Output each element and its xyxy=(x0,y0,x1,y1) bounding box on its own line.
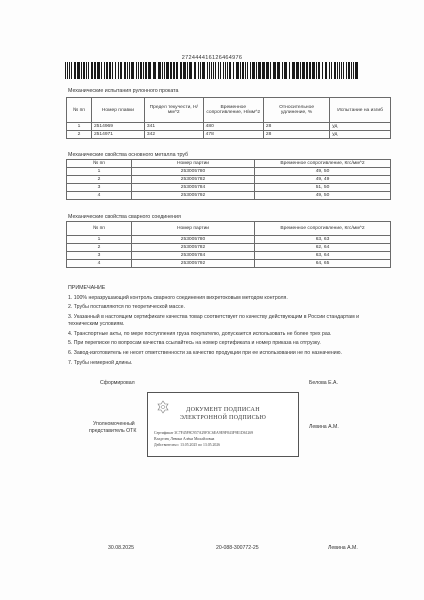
note-item: 1. 100% неразрушающий контроль сварного соединения вихретоковым методом контроля. xyxy=(68,294,288,301)
otk-label-line1: Уполномоченный xyxy=(93,421,135,427)
barcode-bar xyxy=(306,62,308,79)
barcode-bar xyxy=(322,62,323,79)
column-header: Испытание на изгиб xyxy=(330,98,391,123)
table-cell: уд xyxy=(330,131,391,139)
barcode-bar xyxy=(256,62,257,79)
table-row xyxy=(67,123,391,131)
note-item: 4. Транспортные акты, по мере поступления груза покупателю, допускается использовать не более трех раз. xyxy=(68,330,332,337)
table-cell: 1 xyxy=(67,123,92,131)
barcode-bar xyxy=(258,62,261,79)
notes-heading: ПРИМЕЧАНИЕ xyxy=(68,285,106,291)
table-cell: 28 xyxy=(263,131,329,139)
barcode-bar xyxy=(67,62,68,79)
table-cell: 341 xyxy=(144,123,203,131)
barcode-bar xyxy=(112,62,113,79)
barcode-bar xyxy=(236,62,239,79)
column-header: № пп xyxy=(67,160,132,168)
barcode-bar xyxy=(227,62,228,79)
table-cell: 3 xyxy=(67,184,132,192)
barcode-bar xyxy=(218,62,219,79)
barcode-bar xyxy=(88,62,89,79)
barcode-bar xyxy=(220,62,221,79)
barcode-bar xyxy=(158,62,161,79)
barcode-bar xyxy=(140,62,142,79)
table-row xyxy=(67,236,391,244)
table-cell: 2514969 xyxy=(91,123,144,131)
barcode-bar xyxy=(194,62,196,79)
barcode-bar xyxy=(289,62,290,79)
barcode-bar xyxy=(337,62,338,79)
table-header-row xyxy=(67,222,391,236)
barcode-bar xyxy=(215,62,216,79)
barcode-bar xyxy=(329,62,330,79)
barcode-bar xyxy=(213,62,214,79)
table-cell: 3 xyxy=(67,252,132,260)
barcode-bar xyxy=(229,62,231,79)
formed-by-name: Белова Е.А. xyxy=(309,380,338,386)
table-cell: 253005784 xyxy=(132,184,255,192)
barcode-bar xyxy=(331,62,332,79)
barcode-bar xyxy=(211,62,212,79)
weld-title: Механические свойства сварного соединения xyxy=(68,214,181,220)
table-cell: 1 xyxy=(67,236,132,244)
barcode-bar xyxy=(145,62,147,79)
stamp-title-line1: ДОКУМЕНТ ПОДПИСАН xyxy=(186,407,260,413)
barcode-bar xyxy=(316,62,317,79)
table-row xyxy=(67,168,391,176)
barcode-bar xyxy=(138,62,139,79)
table-cell: 2 xyxy=(67,244,132,252)
table-cell: 2514971 xyxy=(91,131,144,139)
table-cell: 51, 50 xyxy=(255,184,391,192)
barcode-bar xyxy=(131,62,134,79)
mechanical-tests-table xyxy=(66,97,391,139)
barcode-bar xyxy=(69,62,70,79)
note-item: 5. При переписке по вопросам качества ссылайтесь на номер сертификата и номер приказа на отгрузку. xyxy=(68,340,321,347)
table-cell: 4 xyxy=(67,192,132,200)
barcode-bar xyxy=(109,62,111,79)
barcode-bar xyxy=(266,62,269,79)
column-header: Временное сопротивление, Кгс/мм^2 xyxy=(255,222,391,236)
stamp-validity: Действителен с 13.05.2025 по 13.05.2026 xyxy=(154,443,221,447)
barcode-bar xyxy=(198,62,199,79)
barcode-bar xyxy=(173,62,175,79)
barcode-bar xyxy=(339,62,340,79)
barcode-bar xyxy=(346,62,347,79)
barcode-bar xyxy=(115,62,116,79)
footer-order-number: 20-088-300772-25 xyxy=(216,545,259,551)
barcode-bar xyxy=(129,62,130,79)
table-cell: 63, 64 xyxy=(255,252,391,260)
barcode-bar xyxy=(153,62,156,79)
column-header: Относительное удлинение, % xyxy=(263,98,329,123)
table-cell: 253005792 xyxy=(132,192,255,200)
table-cell: 478 xyxy=(203,131,263,139)
barcode-bar xyxy=(312,62,315,79)
table-cell: 62, 64 xyxy=(255,244,391,252)
barcode-bar xyxy=(225,62,226,79)
table-cell: 253005784 xyxy=(132,252,255,260)
barcode-bar xyxy=(183,62,186,79)
barcode-bar xyxy=(91,62,93,79)
barcode-bar xyxy=(143,62,144,79)
table-cell: 253005792 xyxy=(132,260,255,268)
column-header: Временное сопротивление, Н/мм^2 xyxy=(203,98,263,123)
barcode-bar xyxy=(77,62,80,79)
barcode-bar xyxy=(65,62,66,79)
barcode-bar xyxy=(245,62,246,79)
table-cell: 2 xyxy=(67,131,92,139)
table-row xyxy=(67,244,391,252)
barcode-bar xyxy=(250,62,251,79)
column-header: Номер партии xyxy=(132,222,255,236)
stamp-certificate: Сертификат 3C7F45F8C957A29F3C6EA9E9F843F9E1D61269 xyxy=(154,431,254,435)
electronic-signature-stamp xyxy=(147,392,299,457)
barcode-bar xyxy=(282,62,283,79)
barcode-bar xyxy=(207,62,208,79)
barcode-bar xyxy=(284,62,287,79)
barcode-bar xyxy=(309,62,311,79)
stamp-owner: Владелец Левина Алёна Михайловна xyxy=(154,437,215,441)
footer-date: 30.08.2025 xyxy=(108,545,134,551)
barcode-bar xyxy=(341,62,342,79)
barcode-bar xyxy=(200,62,201,79)
barcode-bar xyxy=(300,62,301,79)
column-header: Номер партии xyxy=(132,160,255,168)
barcode-bar xyxy=(176,62,178,79)
otk-label-line2: представитель ОТК xyxy=(89,428,137,434)
column-header: Предел текучести, Н/мм^2 xyxy=(144,98,203,123)
barcode-bar xyxy=(348,62,350,79)
note-item: 3. Указанный в настоящем сертификате качества товар соответствует по качеству действующим в России стандартам и техническим условиям. xyxy=(68,313,359,327)
table-row xyxy=(67,260,391,268)
barcode-bar xyxy=(202,62,205,79)
barcode-bar xyxy=(180,62,182,79)
formed-by-label: Сформировал xyxy=(100,380,135,386)
barcode-bar xyxy=(127,62,128,79)
table-row xyxy=(67,176,391,184)
table-cell: 480 xyxy=(203,123,263,131)
barcode-bar xyxy=(270,62,271,79)
column-header: Временное сопротивление, Кгс/мм^2 xyxy=(255,160,391,168)
barcode-bar xyxy=(74,62,76,79)
barcode-bar xyxy=(252,62,255,79)
barcode-bar xyxy=(325,62,327,79)
table-cell: 253005782 xyxy=(132,176,255,184)
base-metal-title: Механические свойства основного металла труб xyxy=(68,152,189,158)
barcode-bar xyxy=(318,62,320,79)
note-item: 7. Трубы немерной длины. xyxy=(68,359,133,366)
table-header-row xyxy=(67,98,391,123)
barcode-bar xyxy=(106,62,108,79)
table-cell: 253005780 xyxy=(132,168,255,176)
barcode-bar xyxy=(302,62,305,79)
barcode-bar xyxy=(120,62,122,79)
notes-section xyxy=(68,284,388,368)
barcode-bar xyxy=(71,62,72,79)
barcode-bar xyxy=(136,62,137,79)
table-row xyxy=(67,192,391,200)
barcode-bar xyxy=(101,62,102,79)
table-row xyxy=(67,252,391,260)
note-item: 6. Завод-изготовитель не несет ответственности за качество продукции при ее использовании не по назначению. xyxy=(68,349,342,356)
note-item: 2. Трубы поставляются по теоретической массе. xyxy=(68,304,185,311)
mechanical-tests-title: Механические испытания рулонного проката xyxy=(68,88,179,94)
barcode-bar xyxy=(86,62,87,79)
barcode-bar xyxy=(277,62,280,79)
table-cell: 49, 50 xyxy=(255,192,391,200)
table-row xyxy=(67,184,391,192)
weld-table xyxy=(66,221,391,268)
barcode-bar xyxy=(81,62,82,79)
barcode-bar xyxy=(233,62,234,79)
table-cell: 4 xyxy=(67,260,132,268)
barcode-bar xyxy=(162,62,163,79)
table-cell: 28 xyxy=(263,123,329,131)
barcode-bar xyxy=(170,62,172,79)
table-cell: 253005782 xyxy=(132,244,255,252)
table-row xyxy=(67,131,391,139)
barcode-bar xyxy=(83,62,85,79)
table-cell: 342 xyxy=(144,131,203,139)
column-header: Номер плавки xyxy=(91,98,144,123)
footer-name: Левина А.М. xyxy=(328,545,358,551)
barcode-bar xyxy=(351,62,352,79)
barcode-bar xyxy=(164,62,165,79)
column-header: № пп xyxy=(67,98,92,123)
barcode-bar xyxy=(355,62,358,79)
barcode-bar xyxy=(124,62,126,79)
barcode-bar xyxy=(209,62,210,79)
table-cell: 49, 49 xyxy=(255,176,391,184)
barcode-bar xyxy=(334,62,336,79)
stamp-title-line2: ЭЛЕКТРОННОЙ ПОДПИСЬЮ xyxy=(179,415,267,421)
barcode-bar xyxy=(240,62,241,79)
barcode-bar xyxy=(223,62,224,79)
barcode-bar xyxy=(187,62,188,79)
table-cell: 49, 50 xyxy=(255,168,391,176)
column-header: № пп xyxy=(67,222,132,236)
barcode-bar xyxy=(262,62,265,79)
barcode-bar xyxy=(118,62,119,79)
barcode-bar xyxy=(273,62,276,79)
barcode-bar xyxy=(247,62,248,79)
barcode-bar xyxy=(97,62,100,79)
barcode-bar xyxy=(292,62,295,79)
table-cell: уд xyxy=(330,123,391,131)
base-metal-table xyxy=(66,159,391,200)
barcode xyxy=(65,62,359,79)
table-cell: 1 xyxy=(67,168,132,176)
table-cell: 253005780 xyxy=(132,236,255,244)
barcode-bar xyxy=(353,62,354,79)
barcode-bar xyxy=(189,62,192,79)
barcode-number: 272444416126464976 xyxy=(181,55,243,61)
barcode-bar xyxy=(104,62,105,79)
table-cell: 63, 63 xyxy=(255,236,391,244)
table-cell: 64, 65 xyxy=(255,260,391,268)
barcode-bar xyxy=(296,62,299,79)
barcode-bar xyxy=(343,62,344,79)
barcode-bar xyxy=(166,62,169,79)
otk-name: Левина А.М. xyxy=(309,424,339,430)
barcode-bar xyxy=(94,62,96,79)
table-header-row xyxy=(67,160,391,168)
barcode-bar xyxy=(148,62,151,79)
barcode-bar xyxy=(242,62,244,79)
table-cell: 2 xyxy=(67,176,132,184)
